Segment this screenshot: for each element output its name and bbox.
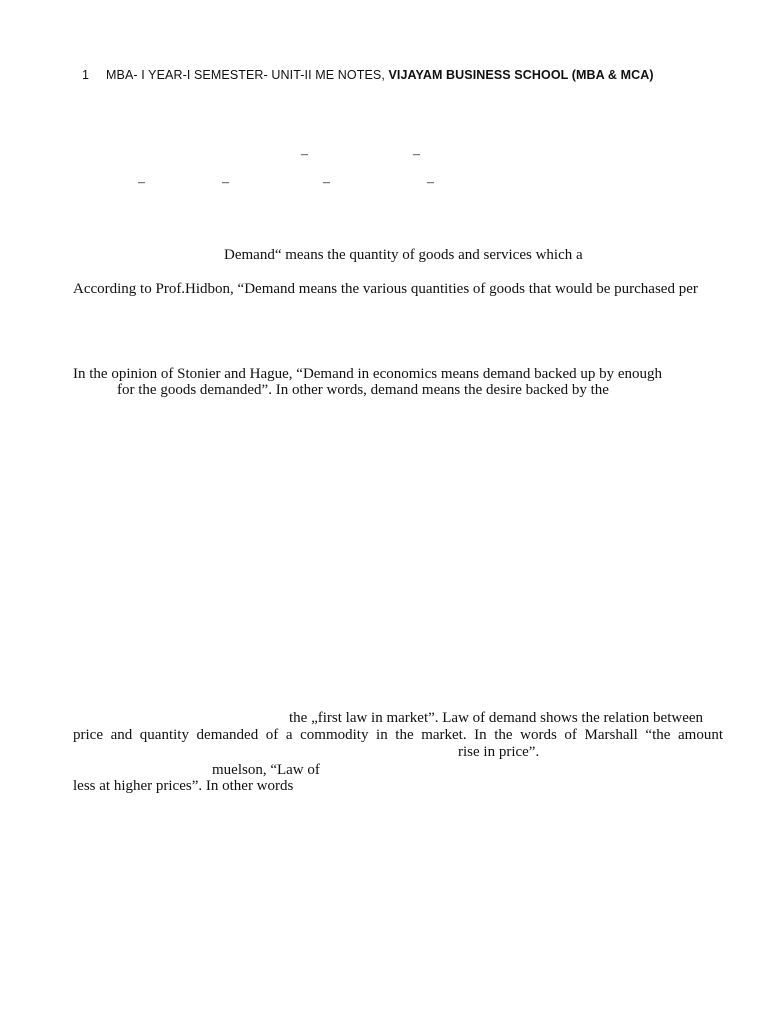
law-of-demand-line-4: muelson, “Law of	[212, 762, 320, 778]
dash-marker: –	[413, 147, 420, 162]
school-name: VIJAYAM BUSINESS SCHOOL (MBA & MCA)	[388, 68, 654, 82]
course-title: MBA- I YEAR-I SEMESTER- UNIT-II ME NOTES,	[106, 68, 389, 82]
law-of-demand-line-1: the „first law in market”. Law of demand shows the relation between	[289, 710, 704, 726]
demand-definition-line: Demand“ means the quantity of goods and services which a	[224, 247, 583, 263]
page-header	[82, 68, 654, 82]
law-of-demand-line-2: price and quantity demanded of a commodity in the market. In the words of Marshall “the amount	[73, 727, 723, 743]
law-of-demand-line-5: less at higher prices”. In other words	[73, 778, 294, 794]
dash-marker: –	[323, 175, 330, 190]
stonier-hague-line-2: for the goods demanded”. In other words, demand means the desire backed by the	[117, 382, 609, 398]
page-number: 1	[82, 68, 90, 82]
law-of-demand-line-3: rise in price”.	[458, 744, 540, 760]
dash-marker: –	[222, 175, 229, 190]
dash-marker: –	[138, 175, 145, 190]
dash-marker: –	[427, 175, 434, 190]
hidbon-quote-line: According to Prof.Hidbon, “Demand means the various quantities of goods that would be purchased per	[73, 281, 698, 297]
stonier-hague-line-1: In the opinion of Stonier and Hague, “Demand in economics means demand backed up by enough	[73, 366, 663, 382]
dash-marker: –	[301, 147, 308, 162]
